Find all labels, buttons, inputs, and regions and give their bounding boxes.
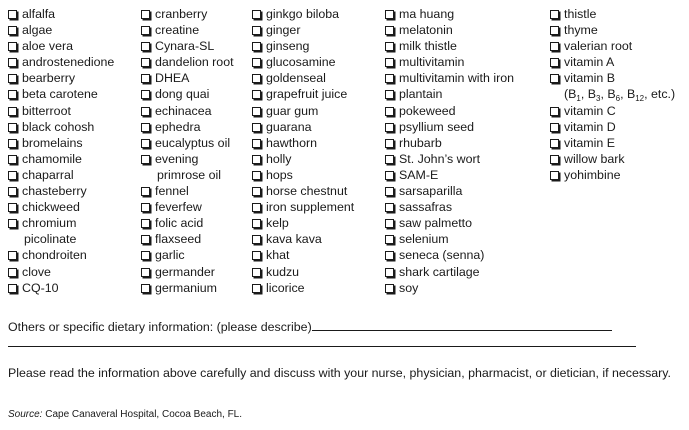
checkbox-icon[interactable] [252,26,261,35]
checklist-item-multivitamin[interactable] [385,54,514,70]
checklist-item-saw-palmetto[interactable] [385,215,514,231]
checklist-item-label: sarsaparilla [399,184,463,199]
checklist-item-label: bearberry [22,71,76,86]
checklist-item-label: melatonin [399,23,453,38]
checklist-item-label: vitamin B [564,71,615,86]
checklist-item-label: hops [266,167,293,182]
checklist-item-evening-primrose-oil[interactable] [141,151,234,167]
vitamin-b-subscript: 12 [635,94,645,104]
checkbox-icon[interactable] [385,90,394,99]
checklist-item-label: pokeweed [399,103,456,118]
others-answer-field[interactable] [312,318,612,331]
checklist-item-sassafras[interactable] [385,199,514,215]
checklist-item-label: iron supplement [266,200,355,215]
checklist-item-kudzu[interactable] [252,264,354,280]
vitamin-b-text: , B [580,87,596,102]
checklist-item-vitamin-c[interactable] [550,103,675,119]
checklist-item-folic-acid[interactable] [141,215,234,231]
checkbox-icon[interactable] [141,123,150,132]
checkbox-icon[interactable] [252,10,261,19]
checkbox-icon[interactable] [252,155,261,164]
checklist-item-licorice[interactable] [252,280,354,296]
checklist-item-label: seneca (senna) [399,248,485,263]
checkbox-icon[interactable] [252,58,261,67]
checklist-item-chromium-picolinate[interactable] [8,215,114,231]
checklist-item-vitamin-a[interactable] [550,54,675,70]
checklist-item-pokeweed[interactable] [385,103,514,119]
source-label: Source: [8,409,43,420]
checkbox-icon[interactable] [550,58,559,67]
checklist-item-label: sassafras [399,200,453,215]
others-line [8,318,612,334]
checklist-item-label: vitamin D [564,119,616,134]
checklist-item-label: horse chestnut [266,184,348,199]
checklist-item-kava-kava[interactable] [252,231,354,247]
checklist-item-label: kelp [266,216,289,231]
checklist-item-eucalyptus-oil[interactable] [141,135,234,151]
checkbox-icon[interactable] [8,107,17,116]
checklist-item-label: valerian root [564,39,633,54]
checklist-item-label: feverfew [155,200,202,215]
checklist-item-germander[interactable] [141,264,234,280]
checklist-column-2 [141,6,234,296]
checklist-item-chamomile[interactable] [8,151,114,167]
checklist-item-label: bitterroot [22,103,71,118]
checklist-item-label: kava kava [266,232,322,247]
checkbox-icon[interactable] [8,155,17,164]
checkbox-icon[interactable] [252,90,261,99]
checkbox-icon[interactable] [8,26,17,35]
checkbox-icon[interactable] [8,58,17,67]
checklist-item-label: saw palmetto [399,216,473,231]
checklist-item-hawthorn[interactable] [252,135,354,151]
checklist-item-label: echinacea [155,103,212,118]
checklist-item-vitamin-b[interactable] [550,70,675,86]
checklist-item-chickweed[interactable] [8,199,114,215]
checkbox-icon[interactable] [385,268,394,277]
checklist-item-ginkgo-biloba[interactable] [252,6,354,22]
checklist-item-label: goldenseal [266,71,326,86]
checklist-item-cynara-sl[interactable] [141,38,234,54]
instruction-note: Please read the information above carefully and discuss with your nurse, physician, pharmacist, or dietician, if necessary. [8,366,671,380]
checkbox-icon[interactable] [385,284,394,293]
checklist-item-label: flaxseed [155,232,202,247]
checklist-item-dong-quai[interactable] [141,86,234,102]
checkbox-icon[interactable] [252,42,261,51]
checklist-item-label: milk thistle [399,39,457,54]
checkbox-icon[interactable] [252,139,261,148]
checklist-item-label: androstenedione [22,55,115,70]
checklist-item-cq-10[interactable] [8,280,114,296]
checklist-item-label: vitamin E [564,135,615,150]
checkbox-icon[interactable] [141,219,150,228]
checkbox-icon[interactable] [141,58,150,67]
checklist-item-dhea[interactable] [141,70,234,86]
checklist-item-soy[interactable] [385,280,514,296]
checkbox-icon[interactable] [141,268,150,277]
checklist-item-label: plantain [399,87,443,102]
checklist-item-garlic[interactable] [141,247,234,263]
checklist-item-guarana[interactable] [252,119,354,135]
checkbox-icon[interactable] [385,235,394,244]
checklist-item-label: yohimbine [564,167,621,182]
checkbox-icon[interactable] [385,171,394,180]
checkbox-icon[interactable] [550,107,559,116]
checklist-item-cranberry[interactable] [141,6,234,22]
checklist-item-milk-thistle[interactable] [385,38,514,54]
checklist-item-sam-e[interactable] [385,167,514,183]
checklist-item-label: creatine [155,23,200,38]
checklist-item-chondroiten[interactable] [8,247,114,263]
checkbox-icon[interactable] [385,107,394,116]
checkbox-icon[interactable] [385,203,394,212]
checkbox-icon[interactable] [550,139,559,148]
checkbox-icon[interactable] [385,74,394,83]
checkbox-icon[interactable] [8,42,17,51]
checkbox-icon[interactable] [141,251,150,260]
checklist-item-ma-huang[interactable] [385,6,514,22]
checklist-item-ginger[interactable] [252,22,354,38]
checkbox-icon[interactable] [8,123,17,132]
checklist-item-ephedra[interactable] [141,119,234,135]
checklist-item-label: dandelion root [155,55,234,70]
checklist-item-seneca-senna[interactable] [385,247,514,263]
vitamin-b-text: , B [600,87,616,102]
checklist-item-label: folic acid [155,216,204,231]
checklist-item-psyllium-seed[interactable] [385,119,514,135]
checkbox-icon[interactable] [141,235,150,244]
checkbox-icon[interactable] [385,58,394,67]
checklist-item-vitamin-d[interactable] [550,119,675,135]
checklist-item-plantain[interactable] [385,86,514,102]
checklist-item-melatonin[interactable] [385,22,514,38]
checklist-item-label: multivitamin with iron [399,71,514,86]
checklist-item-alfalfa[interactable] [8,6,114,22]
checklist-item-label: cranberry [155,7,208,21]
checklist-item-creatine[interactable] [141,22,234,38]
checklist-item-label: vitamin C [564,103,616,118]
checkbox-icon[interactable] [550,171,559,180]
checkbox-icon[interactable] [8,139,17,148]
vitamin-b-subscript: 1 [576,94,581,104]
checkbox-icon[interactable] [8,10,17,19]
checklist-item-label: ma huang [399,7,455,21]
checklist-item-label: selenium [399,232,449,247]
checklist-item-label: vitamin A [564,55,615,70]
checklist-item-label: willow bark [564,151,625,166]
checklist-item-label: guarana [266,119,312,134]
checklist-item-horse-chestnut[interactable] [252,183,354,199]
checklist-item-valerian-root[interactable] [550,38,675,54]
checklist-item-label: black cohosh [22,119,95,134]
checklist-item-bromelains[interactable] [8,135,114,151]
checkbox-icon[interactable] [550,74,559,83]
vitamin-b-detail [550,86,675,102]
checklist-item-androstenedione[interactable] [8,54,114,70]
checklist-item-chasteberry[interactable] [8,183,114,199]
checkbox-icon[interactable] [252,123,261,132]
checklist-item-germanium[interactable] [141,280,234,296]
source-text: Cape Canaveral Hospital, Cocoa Beach, FL. [42,409,243,420]
checkbox-icon[interactable] [252,251,261,260]
checklist-item-label: SAM-E [399,167,439,182]
checklist-item-label: psyllium seed [399,119,475,134]
checklist-item-label: chaparral [22,167,74,182]
checklist-column-5 [550,6,675,183]
vitamin-b-text: , B [620,87,636,102]
vitamin-b-text: (B [564,87,577,102]
checkbox-icon[interactable] [385,123,394,132]
vitamin-b-subscript: 3 [596,94,601,104]
checkbox-icon[interactable] [252,284,261,293]
checklist-item-label: Cynara-SL [155,39,215,54]
checklist-item-label: hawthorn [266,135,317,150]
checkbox-icon[interactable] [385,139,394,148]
checkbox-icon[interactable] [141,187,150,196]
checkbox-icon[interactable] [8,171,17,180]
checklist-item-label: germander [155,264,215,279]
checkbox-icon[interactable] [252,107,261,116]
checklist-item-label-continued: primrose oil [157,167,222,182]
checklist-column-4 [385,6,514,296]
checkbox-icon[interactable] [550,155,559,164]
checkbox-icon[interactable] [141,107,150,116]
checkbox-icon[interactable] [8,187,17,196]
checklist-item-label: aloe vera [22,39,73,54]
checkbox-icon[interactable] [252,235,261,244]
checklist-item-label: khat [266,248,290,263]
checkbox-icon[interactable] [385,251,394,260]
checklist-column-1 [8,6,114,296]
checklist-item-label: DHEA [155,71,190,86]
checklist-item-label: germanium [155,280,217,295]
checklist-item-label: holly [266,151,292,166]
checklist-item-label: garlic [155,248,185,263]
checklist-item-thistle[interactable] [550,6,675,22]
checklist-item-selenium[interactable] [385,231,514,247]
checklist-item-chaparral[interactable] [8,167,114,183]
checkbox-icon[interactable] [385,155,394,164]
checklist-item-label: rhubarb [399,135,442,150]
checklist-item-label: evening [155,151,199,166]
others-second-line [8,334,636,350]
checklist-item-label: bromelains [22,135,83,150]
vitamin-b-subscript: 6 [615,94,621,104]
checkbox-icon[interactable] [385,219,394,228]
checklist-item-rhubarb[interactable] [385,135,514,151]
checkbox-icon[interactable] [252,187,261,196]
checklist-item-multivitamin-with-iron[interactable] [385,70,514,86]
checklist-item-label: glucosamine [266,55,336,70]
checkbox-icon[interactable] [141,42,150,51]
checkbox-icon[interactable] [141,26,150,35]
checklist-item-label: chromium [22,216,77,231]
checklist-item-flaxseed[interactable] [141,231,234,247]
checklist-item-label: dong quai [155,87,210,102]
checklist-item-label: ginkgo biloba [266,7,340,21]
checkbox-icon[interactable] [141,74,150,83]
checklist-item-iron-supplement[interactable] [252,199,354,215]
checkbox-icon[interactable] [141,10,150,19]
checklist-item-label-continued: picolinate [24,232,77,247]
checklist-item-kelp[interactable] [252,215,354,231]
checklist-item-label: chamomile [22,151,82,166]
checklist-item-black-cohosh[interactable] [8,119,114,135]
checkbox-icon[interactable] [8,74,17,83]
checklist-item-label: algae [22,23,53,38]
checkbox-icon[interactable] [252,171,261,180]
checklist-item-willow-bark[interactable] [550,151,675,167]
checklist-item-hops[interactable] [252,167,354,183]
checklist-item-label: multivitamin [399,55,465,70]
checklist-item-label: St. John’s wort [399,151,481,166]
others-answer-field-2[interactable] [8,334,636,347]
checklist-item-bitterroot[interactable] [8,103,114,119]
checklist-item-sarsaparilla[interactable] [385,183,514,199]
checklist-item-feverfew[interactable] [141,199,234,215]
checkbox-icon[interactable] [550,123,559,132]
checklist-item-bearberry[interactable] [8,70,114,86]
checkbox-icon[interactable] [385,42,394,51]
checklist-item-label: ephedra [155,119,201,134]
checkbox-icon[interactable] [141,155,150,164]
checkbox-icon[interactable] [8,219,17,228]
checkbox-icon[interactable] [141,284,150,293]
checklist-item-khat[interactable] [252,247,354,263]
checklist-item-clove[interactable] [8,264,114,280]
checklist-item-aloe-vera[interactable] [8,38,114,54]
checklist-item-label: beta carotene [22,87,98,102]
checklist-item-dandelion-root[interactable] [141,54,234,70]
vitamin-b-text: , etc.) [644,87,676,102]
checkbox-icon[interactable] [252,203,261,212]
others-label: Others or specific dietary information: (please describe) [8,320,312,334]
checkbox-icon[interactable] [550,42,559,51]
checklist-item-yohimbine[interactable] [550,167,675,183]
checklist-item-label: guar gum [266,103,319,118]
checkbox-icon[interactable] [8,90,17,99]
checkbox-icon[interactable] [385,10,394,19]
checkbox-icon[interactable] [385,26,394,35]
checkbox-icon[interactable] [141,203,150,212]
checklist-item-fennel[interactable] [141,183,234,199]
checkbox-icon[interactable] [8,251,17,260]
checkbox-icon[interactable] [252,219,261,228]
checklist-item-label: eucalyptus oil [155,135,231,150]
checklist-item-label: fennel [155,184,189,199]
checklist-item-label: chasteberry [22,184,87,199]
checklist-item-label: thyme [564,23,598,38]
checklist-item-glucosamine[interactable] [252,54,354,70]
checklist-item-st-john-s-wort[interactable] [385,151,514,167]
checklist-item-holly[interactable] [252,151,354,167]
checklist-item-label: grapefruit juice [266,87,348,102]
checkbox-icon[interactable] [252,268,261,277]
checkbox-icon[interactable] [385,187,394,196]
checklist-item-thyme[interactable] [550,22,675,38]
checkbox-icon[interactable] [550,26,559,35]
checklist-item-grapefruit-juice[interactable] [252,86,354,102]
checkbox-icon[interactable] [252,74,261,83]
checklist-item-label: ginseng [266,39,310,54]
checklist-item-label: thistle [564,7,597,21]
checklist-item-label: shark cartilage [399,264,480,279]
checklist-item-beta-carotene[interactable] [8,86,114,102]
checklist-item-label: soy [399,280,419,295]
checklist-item-label: CQ-10 [22,280,59,295]
checklist-item-label: kudzu [266,264,300,279]
checkbox-icon[interactable] [8,284,17,293]
checklist-item-guar-gum[interactable] [252,103,354,119]
checklist-item-shark-cartilage[interactable] [385,264,514,280]
checklist-item-label: clove [22,264,51,279]
checklist-item-label: chondroiten [22,248,87,263]
checkbox-icon[interactable] [8,268,17,277]
checklist-item-label: alfalfa [22,7,56,21]
checkbox-icon[interactable] [550,10,559,19]
checklist-item-vitamin-e[interactable] [550,135,675,151]
checklist-item-label: licorice [266,280,305,295]
checkbox-icon[interactable] [141,139,150,148]
source-citation [8,409,242,420]
checkbox-icon[interactable] [8,203,17,212]
checklist-item-goldenseal[interactable] [252,70,354,86]
checklist-item-label: chickweed [22,200,80,215]
checklist-item-algae[interactable] [8,22,114,38]
checklist-item-ginseng[interactable] [252,38,354,54]
checklist-item-label: ginger [266,23,301,38]
checklist-column-3 [252,6,354,296]
checklist-item-echinacea[interactable] [141,103,234,119]
checkbox-icon[interactable] [141,90,150,99]
